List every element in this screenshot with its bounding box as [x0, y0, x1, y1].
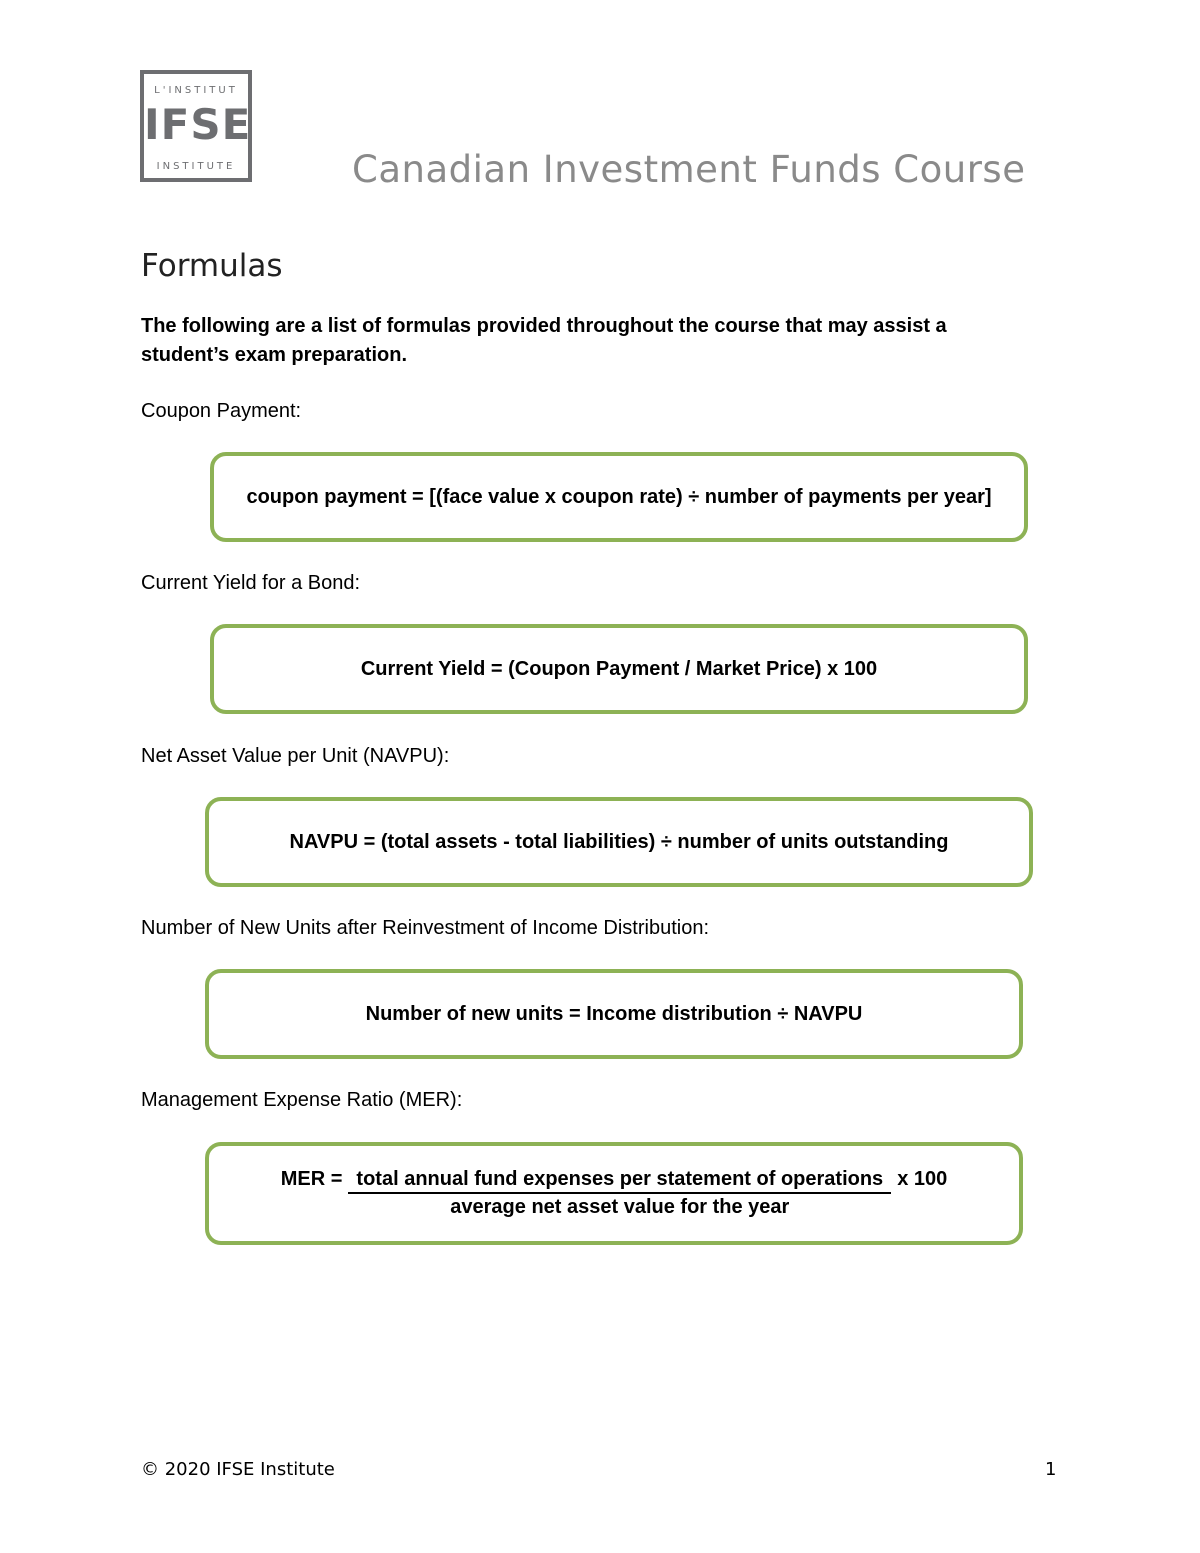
coupon-payment-formula: coupon payment = [(face value x coupon rate) ÷ number of payments per year]	[246, 485, 992, 508]
navpu-label: Net Asset Value per Unit (NAVPU):	[141, 745, 450, 767]
mer-denominator: average net asset value for the year	[450, 1196, 790, 1218]
mer-suffix: x 100	[897, 1168, 948, 1190]
current-yield-label: Current Yield for a Bond:	[141, 572, 361, 594]
mer-fraction	[348, 1167, 891, 1220]
mer-formula-box	[205, 1142, 1023, 1245]
page-heading: Formulas	[141, 248, 283, 284]
current-yield-formula-box	[210, 624, 1028, 714]
new-units-formula-box	[205, 969, 1023, 1059]
footer-page-number: 1	[1045, 1459, 1057, 1480]
navpu-formula: NAVPU = (total assets - total liabilities) ÷ number of units outstanding	[289, 830, 949, 853]
mer-formula	[281, 1167, 948, 1220]
mer-label: Management Expense Ratio (MER):	[141, 1089, 463, 1111]
new-units-label: Number of New Units after Reinvestment of Income Distribution:	[141, 917, 709, 939]
logo-bottom-text: INSTITUTE	[156, 161, 236, 172]
current-yield-formula: Current Yield = (Coupon Payment / Market Price) x 100	[360, 657, 878, 680]
logo-top-text: L'INSTITUT	[154, 85, 238, 96]
new-units-formula: Number of new units = Income distribution ÷ NAVPU	[365, 1002, 863, 1025]
course-title: Canadian Investment Funds Course	[352, 148, 1026, 191]
footer-copyright: © 2020 IFSE Institute	[141, 1459, 335, 1480]
logo-main-text: IFSE	[144, 100, 252, 149]
ifse-logo	[140, 70, 252, 182]
coupon-payment-formula-box	[210, 452, 1028, 542]
mer-prefix: MER =	[280, 1168, 343, 1190]
coupon-payment-label: Coupon Payment:	[141, 400, 302, 422]
mer-numerator: total annual fund expenses per statement of operations	[348, 1167, 891, 1194]
intro-paragraph: The following are a list of formulas provided throughout the course that may assist a student’s exam preparation.	[141, 315, 947, 366]
navpu-formula-box	[205, 797, 1033, 887]
